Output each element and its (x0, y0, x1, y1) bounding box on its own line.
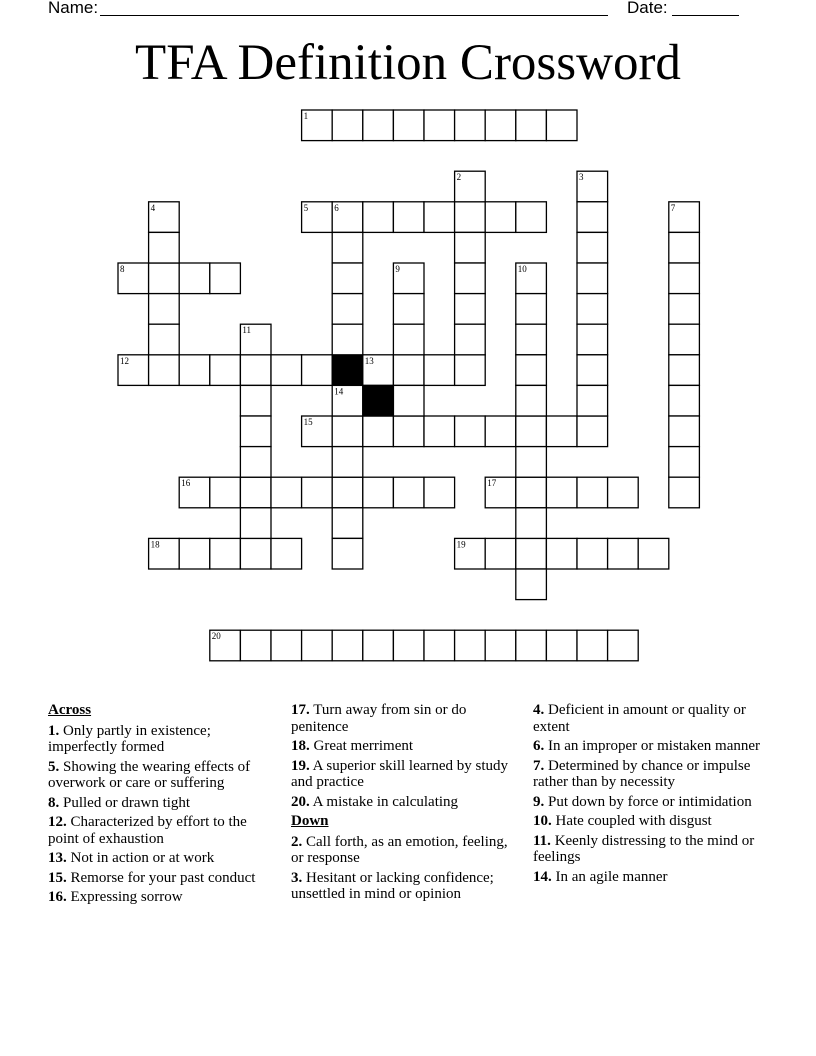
clue-item (48, 723, 280, 756)
clue-text: Call forth, as an emotion, feeling, or response (291, 833, 508, 866)
grid-cell[interactable] (608, 630, 639, 661)
clue-number-label: 13 (364, 355, 374, 366)
grid-cell[interactable] (332, 232, 363, 263)
grid-cell[interactable] (546, 538, 577, 569)
clue-text: Hesitant or lacking confidence; unsettled in mind or opinion (291, 869, 494, 902)
clue-number: 11. (533, 832, 551, 849)
clue-number-label: 9 (395, 264, 400, 274)
clue-number: 1. (48, 722, 60, 739)
grid-cell[interactable] (455, 630, 486, 661)
clue-item (48, 870, 280, 887)
clue-number: 2. (291, 833, 303, 850)
grid-cell[interactable] (608, 477, 639, 508)
grid-cell[interactable] (455, 263, 486, 294)
clue-item (48, 850, 280, 867)
grid-cell[interactable] (455, 324, 486, 355)
clue-number-label: 7 (670, 202, 676, 213)
grid-cell[interactable] (577, 263, 608, 294)
grid-cell[interactable] (516, 477, 547, 508)
grid-cell[interactable] (577, 355, 608, 386)
clue-number-label: 17 (487, 478, 497, 489)
clue-item (48, 795, 280, 812)
clue-item (533, 758, 765, 791)
clue-text: In an improper or mistaken manner (544, 738, 761, 754)
grid-cell[interactable] (516, 447, 547, 478)
grid-cell[interactable] (516, 324, 547, 355)
grid-cell[interactable] (577, 538, 608, 569)
clue-number-label: 14 (334, 386, 344, 397)
clue-number: 18. (291, 738, 310, 754)
grid-cell[interactable] (516, 508, 547, 539)
clue-text: A mistake in calculating (309, 793, 459, 810)
clue-number: 3. (291, 869, 303, 886)
grid-cell[interactable] (363, 477, 394, 508)
clue-number-label: 2 (456, 172, 462, 183)
grid-cell[interactable] (546, 630, 577, 661)
grid-cell[interactable] (240, 355, 271, 386)
grid-cell[interactable] (363, 202, 394, 233)
clues-column-1 (48, 702, 280, 909)
grid-cell[interactable] (669, 385, 700, 416)
clue-number-label: 10 (517, 264, 527, 274)
clue-text: Not in action or at work (66, 850, 215, 866)
clue-item (48, 814, 280, 847)
clue-number-label: 3 (579, 172, 584, 183)
clue-item (533, 869, 765, 886)
clue-number: 8. (48, 794, 60, 811)
clue-text: Determined by chance or impulse rather than by necessity (533, 757, 751, 790)
grid-cell[interactable] (669, 294, 700, 325)
grid-cell[interactable] (149, 232, 180, 263)
grid-cell[interactable] (516, 202, 547, 233)
grid-cell[interactable] (393, 630, 424, 661)
grid-cell[interactable] (363, 416, 394, 447)
grid-cell[interactable] (424, 477, 455, 508)
grid-cell[interactable] (546, 416, 577, 447)
grid-cell[interactable] (149, 324, 180, 355)
clue-number-label: 11 (242, 325, 252, 336)
grid-cell[interactable] (485, 630, 516, 661)
clues-column-3 (533, 702, 765, 888)
grid-cell[interactable] (669, 324, 700, 355)
grid-cell[interactable] (393, 416, 424, 447)
across-heading: Across (48, 702, 92, 718)
clue-number-label: 18 (150, 539, 160, 550)
grid-cell[interactable] (302, 630, 333, 661)
grid-cell[interactable] (546, 477, 577, 508)
grid-cell[interactable] (455, 416, 486, 447)
clue-text: Keenly distressing to the mind or feelings (533, 832, 755, 865)
grid-cell[interactable] (577, 477, 608, 508)
clue-text: Great merriment (309, 738, 414, 754)
clue-number: 6. (533, 738, 545, 754)
clue-item (533, 794, 765, 811)
clue-number-label: 16 (181, 478, 191, 489)
grid-cell[interactable] (455, 202, 486, 233)
grid-cell[interactable] (240, 630, 271, 661)
grid-cell[interactable] (516, 110, 547, 141)
grid-cell[interactable] (149, 294, 180, 325)
clue-item (291, 870, 523, 903)
grid-cell[interactable] (669, 232, 700, 263)
grid-cell[interactable] (271, 477, 302, 508)
clue-text: A superior skill learned by study and practice (291, 757, 509, 790)
clue-number-label: 15 (303, 417, 313, 427)
page-title: TFA Definition Crossword (135, 35, 681, 91)
grid-cell[interactable] (516, 569, 547, 600)
clue-number: 19. (291, 757, 310, 774)
grid-cell[interactable] (240, 477, 271, 508)
clue-number: 12. (48, 814, 67, 830)
clue-item (533, 702, 765, 735)
grid-cell[interactable] (516, 416, 547, 447)
grid-cell[interactable] (455, 355, 486, 386)
grid-cell[interactable] (332, 110, 363, 141)
grid-cell[interactable] (516, 385, 547, 416)
clue-number: 14. (533, 868, 552, 885)
clue-text: In an agile manner (551, 868, 668, 885)
clue-item (533, 738, 765, 755)
grid-cell[interactable] (669, 447, 700, 478)
grid-cell[interactable] (424, 355, 455, 386)
clue-number: 13. (48, 850, 67, 866)
clue-text: Turn away from sin or do penitence (291, 702, 467, 735)
clue-item (48, 889, 280, 906)
clue-number: 20. (291, 793, 310, 810)
clue-number: 15. (48, 869, 67, 886)
blocked-cell (332, 355, 363, 386)
grid-cell[interactable] (210, 355, 241, 386)
grid-cell[interactable] (485, 110, 516, 141)
clue-item (291, 702, 523, 735)
grid-cell[interactable] (577, 202, 608, 233)
grid-cell[interactable] (393, 202, 424, 233)
grid-cell[interactable] (546, 110, 577, 141)
grid-cell[interactable] (669, 355, 700, 386)
grid-cell[interactable] (332, 477, 363, 508)
grid-cell[interactable] (393, 355, 424, 386)
grid-cell[interactable] (638, 538, 669, 569)
clue-number-label: 20 (211, 631, 221, 642)
across-clue-list (48, 723, 280, 906)
down-clue-list (291, 834, 523, 903)
clue-number-label: 5 (303, 202, 309, 213)
grid-cell[interactable] (179, 538, 210, 569)
grid-cell[interactable] (271, 630, 302, 661)
grid-cell[interactable] (149, 355, 180, 386)
clue-number-label: 19 (456, 539, 466, 550)
grid-cell[interactable] (332, 416, 363, 447)
clue-text: Deficient in amount or quality or extent (533, 702, 746, 735)
down-heading: Down (291, 813, 329, 829)
grid-cell[interactable] (485, 538, 516, 569)
grid-cell[interactable] (424, 202, 455, 233)
clue-number: 5. (48, 758, 60, 775)
grid-cell[interactable] (332, 294, 363, 325)
grid-cell[interactable] (424, 630, 455, 661)
grid-cell[interactable] (516, 355, 547, 386)
clue-item (291, 738, 523, 755)
grid-cell[interactable] (393, 477, 424, 508)
clue-number: 16. (48, 889, 67, 905)
grid-cell[interactable] (669, 263, 700, 294)
grid-cell[interactable] (516, 630, 547, 661)
grid-cell[interactable] (485, 202, 516, 233)
grid-cell[interactable] (210, 263, 241, 294)
grid-cell[interactable] (240, 385, 271, 416)
grid-cell[interactable] (669, 477, 700, 508)
down-clue-list-continued (533, 702, 765, 885)
clue-item (291, 834, 523, 867)
grid-cell[interactable] (332, 538, 363, 569)
clue-item (48, 759, 280, 792)
grid-cell[interactable] (424, 110, 455, 141)
grid-cell[interactable] (516, 538, 547, 569)
clue-number: 10. (533, 813, 552, 829)
grid-cell[interactable] (271, 355, 302, 386)
grid-cell[interactable] (577, 324, 608, 355)
clue-item (291, 758, 523, 791)
grid-cell[interactable] (393, 385, 424, 416)
clue-number-label: 6 (334, 202, 339, 213)
clue-number-label: 4 (150, 202, 156, 213)
grid-cell[interactable] (485, 416, 516, 447)
grid-cell[interactable] (669, 416, 700, 447)
grid-cell[interactable] (455, 110, 486, 141)
grid-cell[interactable] (240, 416, 271, 447)
grid-cell[interactable] (332, 630, 363, 661)
grid-cell[interactable] (393, 110, 424, 141)
grid-cell[interactable] (455, 294, 486, 325)
clue-item (291, 794, 523, 811)
grid-cell[interactable] (393, 294, 424, 325)
clue-text: Put down by force or intimidation (544, 793, 752, 810)
grid-cell[interactable] (149, 263, 180, 294)
clue-text: Only partly in existence; imperfectly formed (48, 722, 211, 755)
clue-text: Remorse for your past conduct (66, 869, 256, 886)
grid-cell[interactable] (210, 477, 241, 508)
grid-cell[interactable] (332, 447, 363, 478)
grid-cell[interactable] (393, 324, 424, 355)
grid-cell[interactable] (179, 355, 210, 386)
grid-cell[interactable] (424, 416, 455, 447)
clues-column-2 (291, 702, 523, 906)
clue-number-label: 8 (120, 264, 125, 274)
clue-number-label: 1 (303, 111, 309, 121)
clue-number: 9. (533, 793, 545, 810)
grid-cell[interactable] (332, 324, 363, 355)
name-label: Name: (48, 0, 99, 17)
grid-cell[interactable] (363, 110, 394, 141)
grid-cell[interactable] (577, 416, 608, 447)
grid-cell[interactable] (179, 263, 210, 294)
clue-number: 7. (533, 757, 545, 774)
grid-cell[interactable] (332, 263, 363, 294)
clue-number: 17. (291, 702, 310, 718)
grid-cell[interactable] (240, 508, 271, 539)
grid-cell[interactable] (577, 630, 608, 661)
date-label: Date: (627, 0, 668, 17)
grid-cell[interactable] (240, 538, 271, 569)
clue-text: Showing the wearing effects of overwork or care or suffering (48, 758, 251, 791)
blocked-cell (363, 385, 394, 416)
grid-cell[interactable] (302, 355, 333, 386)
clue-item (533, 813, 765, 830)
grid-cell[interactable] (271, 538, 302, 569)
clue-text: Hate coupled with disgust (551, 813, 712, 829)
across-clue-list-continued (291, 702, 523, 810)
grid-cell[interactable] (577, 385, 608, 416)
clue-text: Expressing sorrow (66, 889, 183, 905)
clue-text: Characterized by effort to the point of exhaustion (48, 814, 247, 847)
grid-cell[interactable] (302, 477, 333, 508)
grid-cell[interactable] (577, 294, 608, 325)
clue-number: 4. (533, 702, 545, 718)
grid-cell[interactable] (332, 508, 363, 539)
grid-cell[interactable] (608, 538, 639, 569)
clue-text: Pulled or drawn tight (59, 794, 191, 811)
grid-cell[interactable] (210, 538, 241, 569)
grid-cell[interactable] (240, 447, 271, 478)
grid-cell[interactable] (363, 630, 394, 661)
grid-cell[interactable] (577, 232, 608, 263)
clue-number-label: 12 (120, 355, 129, 366)
grid-cell[interactable] (455, 232, 486, 263)
clue-item (533, 833, 765, 866)
grid-cell[interactable] (516, 294, 547, 325)
